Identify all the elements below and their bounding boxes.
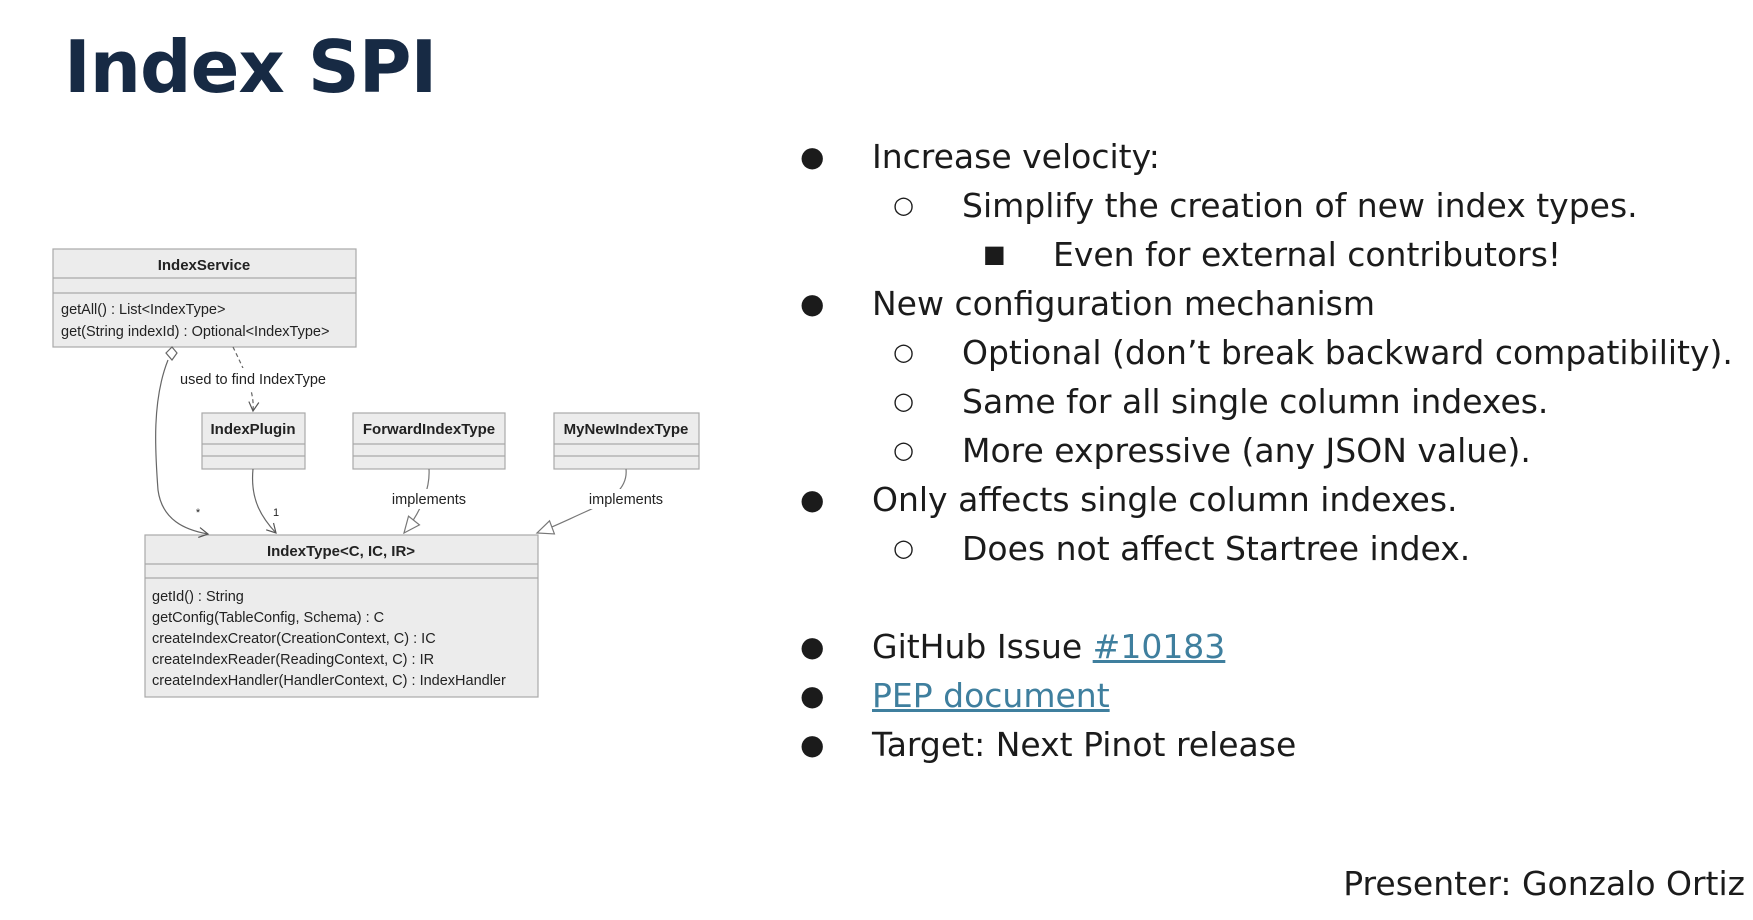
bullet-item <box>800 720 1733 769</box>
bullet-item <box>800 426 1733 475</box>
bullet-text: Simplify the creation of new index types. <box>962 186 1638 225</box>
index-type-method: createIndexHandler(HandlerContext, C) : IndexHandler <box>152 673 506 689</box>
github-issue-link[interactable]: #10183 <box>1092 627 1226 666</box>
pep-document-link[interactable]: PEP document <box>872 676 1110 715</box>
bullet-text: GitHub Issue <box>872 627 1093 666</box>
bullet-item <box>800 671 1733 720</box>
bullet-text: Target: Next Pinot release <box>872 725 1297 764</box>
index-type-method: getConfig(TableConfig, Schema) : C <box>152 610 385 626</box>
index-service-method: getAll() : List<IndexType> <box>61 302 226 318</box>
bullet-square-icon: ■ <box>983 240 1006 268</box>
bullet-disc-icon: ● <box>800 679 825 712</box>
bullet-circle-icon: ○ <box>893 534 914 562</box>
edge-uses-dependency <box>172 347 334 411</box>
slide-title: Index SPI <box>64 25 437 109</box>
uses-label: used to find IndexType <box>180 372 326 388</box>
index-type-method: getId() : String <box>152 589 244 605</box>
bullet-text: Does not affect Startree index. <box>962 529 1471 568</box>
class-index-plugin <box>202 413 305 469</box>
bullet-text: Optional (don’t break backward compatibility). <box>962 333 1733 372</box>
bullet-disc-icon: ● <box>800 630 825 663</box>
bullet-item <box>800 230 1733 279</box>
bullet-text: Increase velocity: <box>872 137 1160 176</box>
edge-forward-implements <box>385 469 475 533</box>
bullet-text: More expressive (any JSON value). <box>962 431 1531 470</box>
bullet-text: New configuration mechanism <box>872 284 1376 323</box>
my-new-index-type-name: MyNewIndexType <box>563 421 689 438</box>
bullet-spacer <box>800 573 1733 622</box>
class-index-type <box>145 535 538 697</box>
bullet-item <box>800 377 1733 426</box>
forward-implements-label: implements <box>391 492 467 508</box>
bullet-circle-icon: ○ <box>893 338 914 366</box>
bullet-text: Even for external contributors! <box>1053 235 1562 274</box>
bullet-item <box>800 279 1733 328</box>
edge-new-implements <box>537 469 671 533</box>
index-plugin-name: IndexPlugin <box>210 421 296 438</box>
service-multiplicity: * <box>195 507 201 519</box>
edge-plugin-association <box>253 469 280 533</box>
class-forward-index-type <box>353 413 505 469</box>
forward-index-type-name: ForwardIndexType <box>362 421 496 438</box>
bullet-item <box>800 328 1733 377</box>
index-service-name: IndexService <box>157 257 251 274</box>
uml-class-diagram <box>0 0 720 720</box>
bullet-text: Same for all single column indexes. <box>962 382 1549 421</box>
bullet-disc-icon: ● <box>800 728 825 761</box>
index-service-method: get(String indexId) : Optional<IndexType> <box>61 324 330 340</box>
class-index-service <box>53 249 356 347</box>
bullet-circle-icon: ○ <box>893 436 914 464</box>
presenter-credit: Presenter: Gonzalo Ortiz <box>1343 864 1745 903</box>
bullet-disc-icon: ● <box>800 140 825 173</box>
index-type-method: createIndexReader(ReadingContext, C) : IR <box>152 652 435 668</box>
bullet-item <box>800 524 1733 573</box>
bullet-item <box>800 132 1733 181</box>
bullet-circle-icon: ○ <box>893 387 914 415</box>
bullet-disc-icon: ● <box>800 483 825 516</box>
class-my-new-index-type <box>554 413 699 469</box>
index-type-method: createIndexCreator(CreationContext, C) : IC <box>152 631 436 647</box>
bullet-disc-icon: ● <box>800 287 825 320</box>
bullet-item <box>800 181 1733 230</box>
new-implements-label: implements <box>588 492 664 508</box>
bullet-item <box>800 475 1733 524</box>
bullet-text: Only affects single column indexes. <box>872 480 1458 519</box>
bullet-list <box>800 132 1733 769</box>
bullet-item <box>800 622 1733 671</box>
index-type-name: IndexType<C, IC, IR> <box>266 543 416 560</box>
plugin-multiplicity: 1 <box>272 507 280 519</box>
bullet-circle-icon: ○ <box>893 191 914 219</box>
